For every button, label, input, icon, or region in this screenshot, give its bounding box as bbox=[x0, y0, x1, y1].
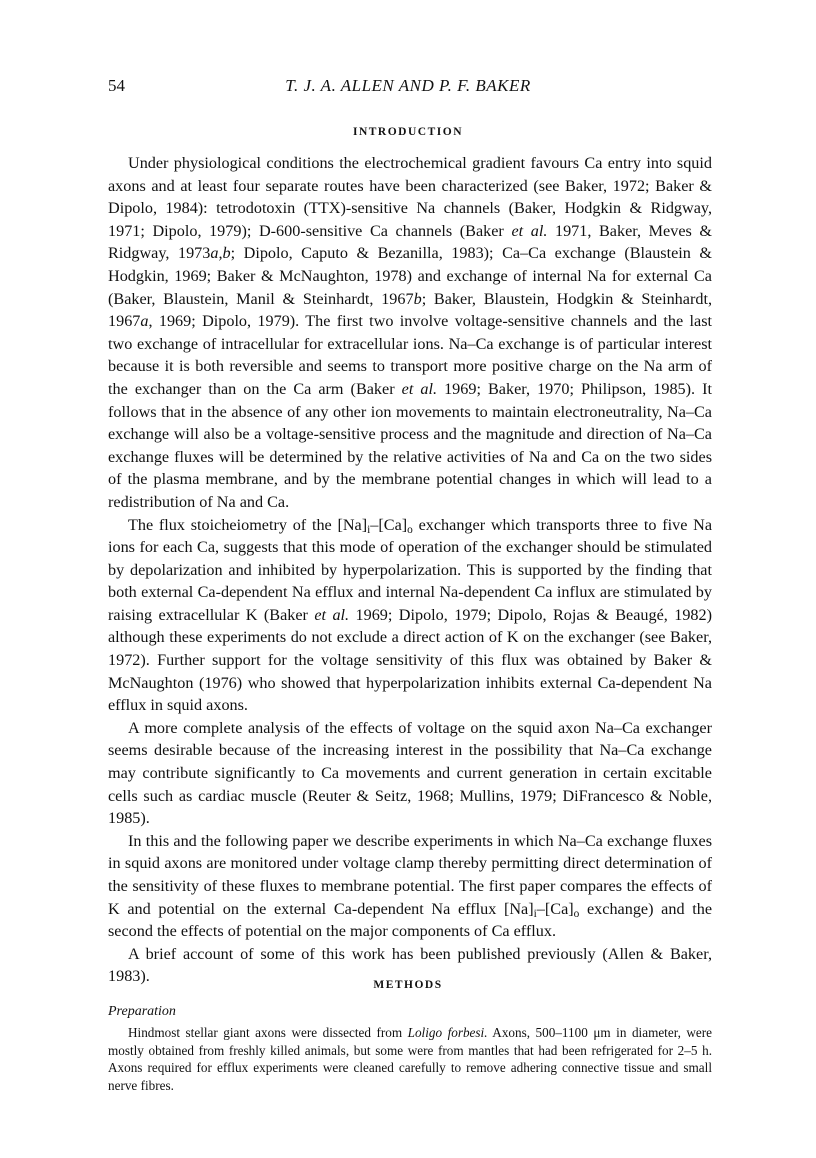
introduction-body bbox=[108, 152, 712, 988]
page-number: 54 bbox=[108, 76, 125, 95]
page-header bbox=[108, 76, 708, 104]
introduction-heading: INTRODUCTION bbox=[352, 126, 463, 138]
running-head: T. J. A. ALLEN AND P. F. BAKER bbox=[285, 76, 531, 95]
intro-paragraph-2: The flux stoicheiometry of the $[Na]_i-[Ca]_o$ exchanger which transports three to five Na ions for each Ca, suggests that this mode of operation of the exchanger should be stimulated by depolarization and inhibited by hyperpolarization. This is supported by the finding that both external Ca-dependent Na efflux and internal Na-dependent Ca influx are stimulated by raising extracellular K (Baker et al. 1969; Dipolo, 1979; Dipolo, Rojas & Beaugé, 1982) although these experiments do not exclude a direct action of K on the exchanger (see Baker, 1972). Further support for the voltage sensitivity of this flux was obtained by Baker & McNaughton (1976) who showed that hyperpolarization inhibits external Ca-dependent Na efflux in squid axons. bbox=[108, 515, 713, 715]
intro-paragraph-1: Under physiological conditions the electrochemical gradient favours Ca entry into squid axons and at least four separate routes have been characterized (see Baker, 1972; Baker & Dipolo, 1984): tetrodotoxin (TTX)-sensitive Na channels (Baker, Hodgkin & Ridgway, 1971; Dipolo, 1979); D-600-sensitive Ca channels (Baker et al. 1971, Baker, Meves & Ridgway, 1973a,b; Dipolo, Caputo & Bezanilla, 1983); Ca–Ca exchange (Blaustein & Hodgkin, 1969; Baker & McNaughton, 1978) and exchange of internal Na for external Ca (Baker, Blaustein, Manil & Steinhardt, 1967b; Baker, Blaustein, Hodgkin & Steinhardt, 1967a, 1969; Dipolo, 1979). The first two involve voltage-sensitive channels and the last two exchange of intracellular for extracellular ions. Na–Ca exchange is of particular interest because it is both reversible and seems to transport more positive charge on the Na arm of the exchanger than on the Ca arm (Baker et al. 1969; Baker, 1970; Philipson, 1985). It follows that in the absence of any other ion movements to maintain electroneutrality, Na–Ca exchange will also be a voltage-sensitive process and the magnitude and direction of Na–Ca exchange fluxes will be determined by the relative activities of Na and Ca on the two sides of the plasma membrane, and by the membrane potential changes in which will lead to a redistribution of Na and Ca. bbox=[108, 154, 713, 511]
methods-heading: METHODS bbox=[373, 979, 443, 991]
intro-paragraph-5: A brief account of some of this work has been published previously (Allen & Baker, 1983). bbox=[108, 944, 712, 986]
methods-paragraph-1: Hindmost stellar giant axons were dissected from Loligo forbesi. Axons, 500–1100 μm in diameter, were mostly obtained from freshly killed animals, but some were from mantles that had been refrigerated for 2–5 h. Axons required for efflux experiments were cleaned carefully to remove adhering connective tissue and small nerve fibres. bbox=[108, 1025, 713, 1093]
intro-paragraph-4: In this and the following paper we describe experiments in which Na–Ca exchange fluxes in squid axons are monitored under voltage clamp thereby permitting direct determination of the sensitivity of these fluxes to membrane potential. The first paper compares the effects of K and potential on the external Ca-dependent Na efflux $[Na]_i-[Ca]_o$ exchange) and the second the effects of potential on the major components of Ca efflux. bbox=[108, 831, 713, 941]
methods-body bbox=[108, 1024, 712, 1094]
preparation-subheading: Preparation bbox=[108, 1004, 176, 1019]
intro-paragraph-3: A more complete analysis of the effects of voltage on the squid axon Na–Ca exchanger seems desirable because of the increasing interest in the possibility that Na–Ca exchange may contribute significantly to Ca movements and current generation in certain excitable cells such as cardiac muscle (Reuter & Seitz, 1968; Mullins, 1979; DiFrancesco & Noble, 1985). bbox=[108, 718, 712, 828]
